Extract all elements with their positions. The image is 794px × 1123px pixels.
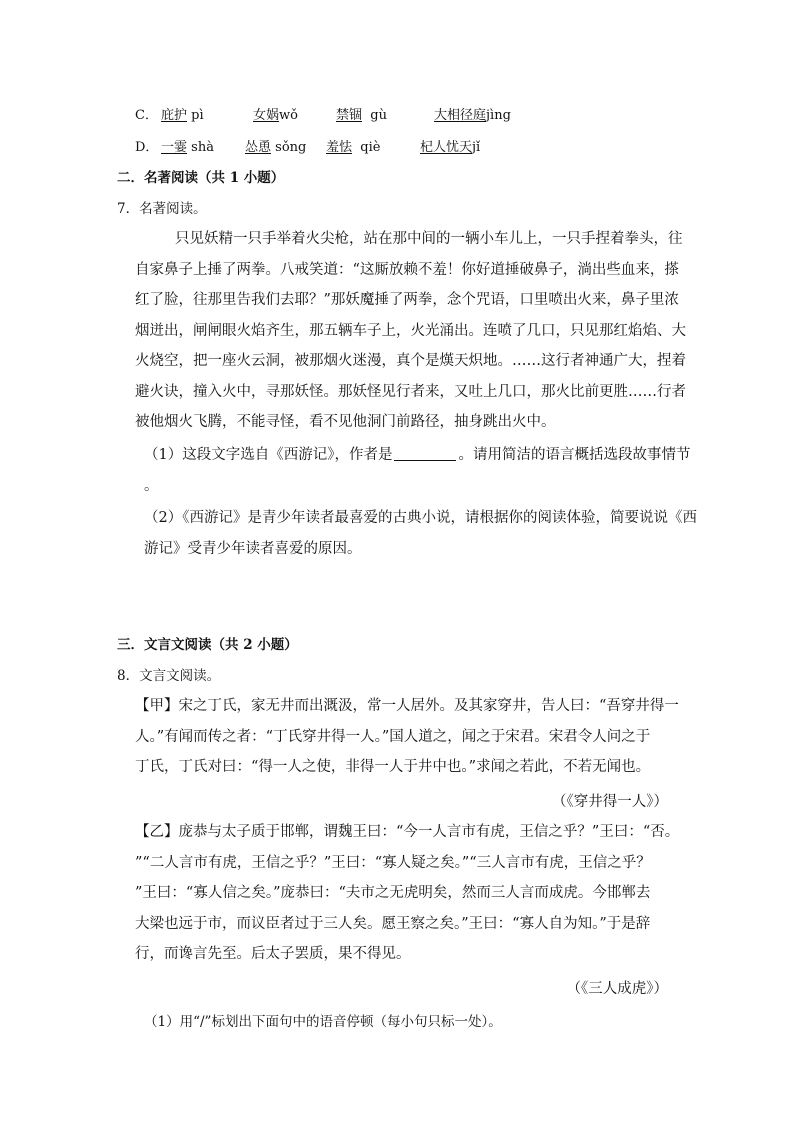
- word: 大相径庭: [434, 108, 487, 123]
- jia-line: 人。”有闻而传之者：“丁氏穿井得一人。”国人道之，闻之于宋君。宋君令人问之于: [135, 728, 651, 745]
- passage-jia: [135, 691, 679, 783]
- question-7-sub-1: [144, 440, 691, 501]
- pinyin: jǐ: [472, 140, 481, 155]
- sub-1-text: （1）这段文字选自《西游记》，作者是: [144, 447, 393, 463]
- word: 庇护: [161, 108, 188, 123]
- pinyin: qiè: [360, 140, 381, 155]
- sub-1-continued: 。: [144, 477, 159, 494]
- option-d: [135, 136, 158, 155]
- yi-line: ”王曰：“寡人信之矣。”庞恭曰：“夫市之无虎明矣，然而三人言而成虎。今邯郸去: [135, 885, 651, 901]
- jia-source: （《穿井得一人》）: [552, 794, 668, 810]
- jia-line: 丁氏，丁氏对曰：“得一人之使，非得一人于井中也。”求闻之若此，不若无闻也。: [135, 759, 651, 775]
- section-2-heading: 二．名著阅读（共 1 小题）: [117, 170, 285, 186]
- word: 女娲: [253, 108, 280, 123]
- option-d-item-4: [420, 136, 480, 155]
- word: 禁锢: [336, 108, 363, 123]
- passage-line: 烟迸出，闸闸眼火焰齐生，那五辆车子上，火光涌出。连喷了几口，只见那红焰焰、大: [135, 322, 686, 339]
- option-c-item-2: [253, 104, 298, 123]
- option-c-item-1: [161, 104, 204, 123]
- option-d-item-1: [161, 136, 214, 155]
- jia-line: 【甲】宋之丁氏，家无井而出溉汲，常一人居外。及其家穿井，告人曰：“吾穿井得一: [135, 698, 679, 714]
- passage-line: 只见妖精一只手举着火尖枪，站在那中间的一辆小车儿上，一只手捏着拳头，往: [175, 231, 683, 247]
- option-c-item-4: [434, 104, 511, 123]
- word: 杞人忧天: [420, 140, 473, 155]
- answer-blank[interactable]: [394, 445, 456, 461]
- pinyin: pì: [191, 108, 204, 123]
- option-d-item-3: [326, 136, 380, 155]
- yi-line: 大梁也远于市，而议臣者过于三人矣。愿王察之矣。”王曰：“寡人自为知。”于是辞: [135, 915, 651, 932]
- option-c-label: C．: [135, 108, 158, 123]
- yi-source: （《三人成虎》）: [566, 981, 668, 997]
- passage-line: 避火诀，撞入火中，寻那妖怪。那妖怪见行者来，又吐上几口，那火比前更胜……行者: [135, 383, 686, 400]
- sub-1-text-after: 。请用简洁的语言概括选段故事情节: [458, 447, 691, 463]
- option-d-label: D．: [135, 140, 159, 155]
- word: 一霎: [161, 140, 188, 155]
- word: 羞怯: [326, 140, 353, 155]
- question-7-sub-2: [144, 503, 697, 564]
- pinyin: shà: [191, 140, 214, 155]
- section-3-heading: 三．文言文阅读（共 2 小题）: [117, 637, 298, 653]
- yi-line: 【乙】庞恭与太子质于邯郸，谓魏王曰：“今一人言市有虎，王信之乎？”王曰：“否。: [135, 824, 680, 840]
- option-c: [135, 104, 158, 123]
- yi-line: 行，而谗言先至。后太子罢质，果不得见。: [135, 946, 411, 962]
- passage-line: 被他烟火飞腾，不能寻怪，看不见他洞门前路径，抽身跳出火中。: [135, 414, 556, 430]
- option-c-item-3: [336, 104, 387, 123]
- passage-line: 火烧空，把一座火云洞，被那烟火迷漫，真个是熯天炽地。……这行者神通广大，捏着: [135, 353, 686, 369]
- question-8-label: 8．文言文阅读。: [117, 668, 221, 684]
- sub-2-line: （2）《西游记》是青少年读者最喜爱的古典小说，请根据你的阅读体验，简要说说《西: [144, 510, 697, 526]
- pinyin: gù: [370, 108, 387, 123]
- option-d-item-2: [245, 136, 306, 155]
- sub-2-line: 游记》受青少年读者喜爱的原因。: [144, 540, 362, 557]
- passage-line: 自家鼻子上捶了两拳。八戒笑道：“这厮放赖不羞！你好道捶破鼻子，淌出些血来，搽: [135, 261, 679, 278]
- question-8-sub-1: （1）用“/”标划出下面句中的语音停顿（每小句只标一处）。: [144, 1014, 502, 1030]
- word: 怂恿: [245, 140, 272, 155]
- pinyin: wǒ: [279, 108, 298, 123]
- passage-xiyouji: [135, 224, 686, 438]
- pinyin: jìng: [486, 108, 511, 123]
- yi-line: ”“二人言市有虎，王信之乎？”王曰：“寡人疑之矣。”“三人言市有虎，王信之乎？: [135, 854, 651, 871]
- passage-yi: [135, 817, 680, 970]
- passage-line: 红了脸，往那里告我们去耶？”那妖魔捶了两拳，念个咒语，口里喷出火来，鼻子里浓: [135, 292, 679, 308]
- pinyin: sǒng: [275, 140, 307, 155]
- question-7-label: 7．名著阅读。: [117, 201, 207, 217]
